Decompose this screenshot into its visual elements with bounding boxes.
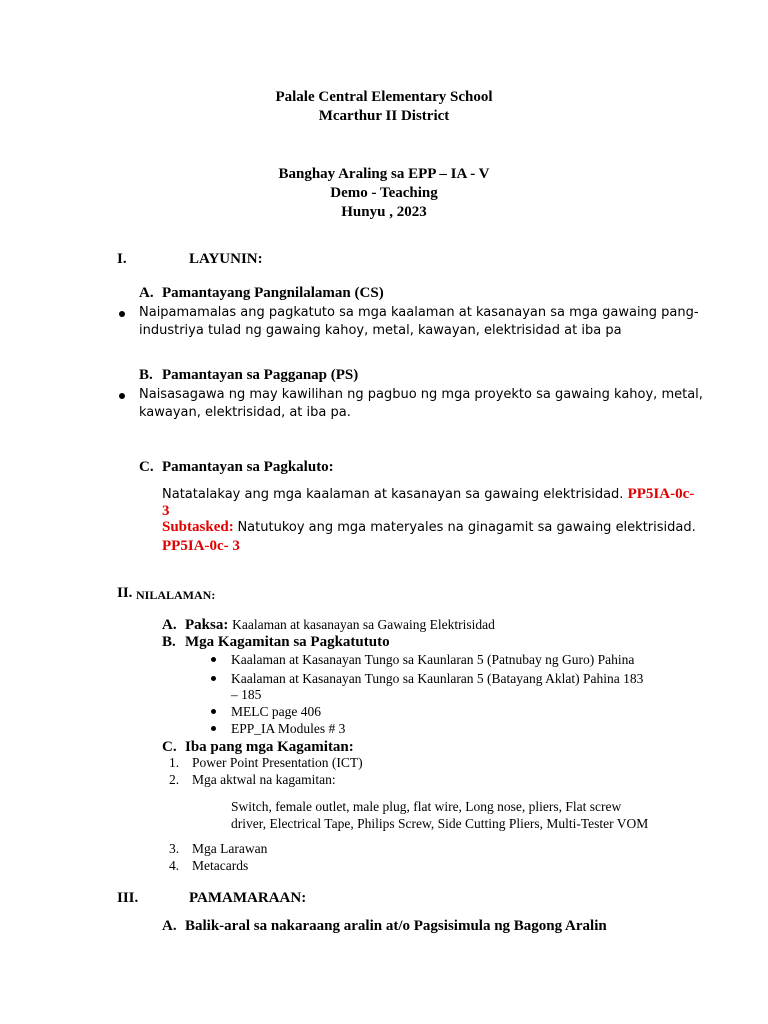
competency-code-1b: 3 xyxy=(162,503,170,519)
section-1-number: I. xyxy=(117,251,127,267)
competency-code-1a: PP5IA-0c- xyxy=(627,486,695,502)
section-2-title: NILALAMAN: xyxy=(136,588,216,602)
cs-line-2: industriya tulad ng gawaing kahoy, metal, kawayan, elektrisidad at iba pa xyxy=(139,323,622,338)
objective-line-2 xyxy=(162,518,696,537)
section-1b-label: B. xyxy=(139,367,153,383)
section-2b-label: B. xyxy=(162,634,176,650)
bullet-icon xyxy=(211,676,216,681)
school-name: Palale Central Elementary School xyxy=(275,89,493,105)
cs-line-1: Naipamamalas ang pagkatuto sa mga kaalaman at kasanayan sa mga gawaing pang- xyxy=(139,305,699,320)
paksa-line xyxy=(185,616,495,634)
section-1a-label: A. xyxy=(139,285,154,301)
teaching-type: Demo - Teaching xyxy=(330,185,438,201)
district-name: Mcarthur II District xyxy=(318,108,450,124)
section-1c-label: C. xyxy=(139,459,154,475)
section-2a-label: A. xyxy=(162,617,177,633)
list-number-3: 3. xyxy=(169,841,180,856)
material-item-4: EPP_IA Modules # 3 xyxy=(231,721,346,736)
section-2c-label: C. xyxy=(162,739,177,755)
section-1c-title: Pamantayan sa Pagkaluto: xyxy=(162,459,334,475)
section-1-title: LAYUNIN: xyxy=(189,251,263,267)
section-3a-label: A. xyxy=(162,918,177,934)
list-item-3: Mga Larawan xyxy=(192,841,268,856)
objective-text-1: Natatalakay ang mga kaalaman at kasanayan sa gawaing elektrisidad. xyxy=(162,487,624,502)
list-item-4: Metacards xyxy=(192,858,249,873)
plan-date: Hunyu , 2023 xyxy=(341,204,427,220)
bullet-icon xyxy=(211,726,216,731)
plan-title: Banghay Araling sa EPP – IA - V xyxy=(278,166,490,182)
objective-line-1 xyxy=(162,485,694,504)
section-2-number: II. xyxy=(117,585,133,601)
bullet-icon xyxy=(211,657,216,662)
section-3a-title: Balik-aral sa nakaraang aralin at/o Pagsisimula ng Bagong Aralin xyxy=(185,918,607,934)
material-item-2-cont: – 185 xyxy=(231,687,262,702)
list-number-1: 1. xyxy=(169,755,180,770)
section-1a-title: Pamantayang Pangnilalaman (CS) xyxy=(162,285,384,301)
bullet-icon xyxy=(119,311,125,317)
section-2c-title: Iba pang mga Kagamitan: xyxy=(185,739,354,755)
section-3-number: III. xyxy=(117,890,139,906)
material-item-3: MELC page 406 xyxy=(231,704,321,719)
objective-text-2: Natutukoy ang mga materyales na ginagamit sa gawaing elektrisidad. xyxy=(237,520,696,535)
section-2b-title: Mga Kagamitan sa Pagkatututo xyxy=(185,634,390,650)
bullet-icon xyxy=(211,709,216,714)
competency-code-2: PP5IA-0c- 3 xyxy=(162,538,240,554)
section-3-title: PAMAMARAAN: xyxy=(189,890,307,906)
section-1b-title: Pamantayan sa Pagganap (PS) xyxy=(162,367,359,383)
paksa-value: Kaalaman at kasanayan sa Gawaing Elektrisidad xyxy=(232,617,495,632)
ps-line-1: Naisasagawa ng may kawilihan ng pagbuo ng mga proyekto sa gawaing kahoy, metal, xyxy=(139,387,703,402)
materials-line-1: Switch, female outlet, male plug, flat wire, Long nose, pliers, Flat screw xyxy=(231,799,622,814)
list-item-1: Power Point Presentation (ICT) xyxy=(192,755,363,770)
list-number-4: 4. xyxy=(169,858,180,873)
ps-line-2: kawayan, elektrisidad, at iba pa. xyxy=(139,405,351,420)
materials-line-2: driver, Electrical Tape, Philips Screw, Side Cutting Pliers, Multi-Tester VOM xyxy=(231,816,649,831)
material-item-1: Kaalaman at Kasanayan Tungo sa Kaunlaran 5 (Patnubay ng Guro) Pahina xyxy=(231,652,635,667)
paksa-key: Paksa: xyxy=(185,617,229,633)
bullet-icon xyxy=(119,393,125,399)
list-item-2: Mga aktwal na kagamitan: xyxy=(192,772,336,787)
material-item-2: Kaalaman at Kasanayan Tungo sa Kaunlaran 5 (Batayang Aklat) Pahina 183 xyxy=(231,671,644,686)
list-number-2: 2. xyxy=(169,772,180,787)
subtasked-label: Subtasked: xyxy=(162,519,234,535)
